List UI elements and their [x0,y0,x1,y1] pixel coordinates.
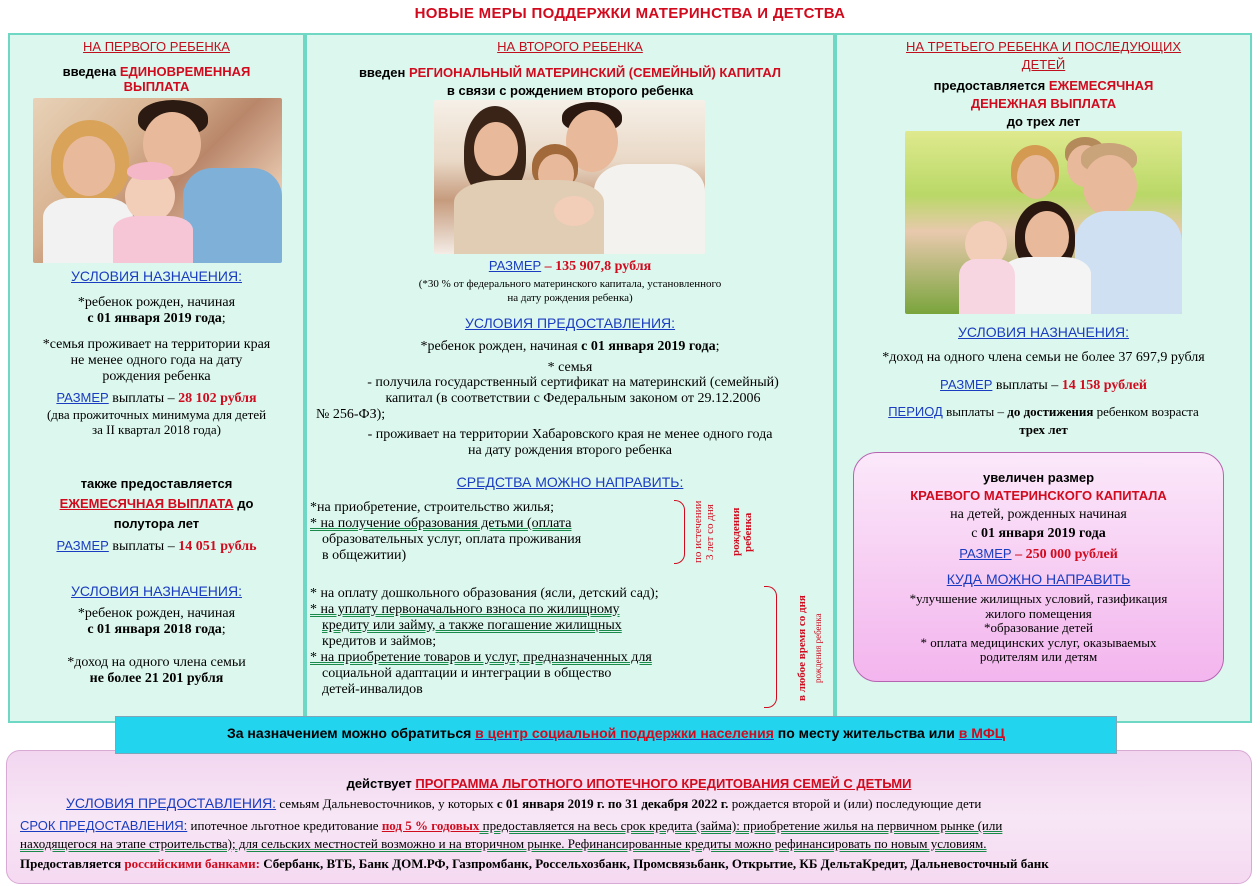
pink-size [853,546,1224,563]
col1-cond1-c: ; [221,311,226,326]
col2-c1-a: *ребенок рожден, начиная [420,339,582,354]
bottom-l3-text-1: ипотечное льготное кредитование [187,818,382,833]
col3-period [835,403,1252,439]
col2-f4-1: * на уплату первоначального взноса по жилищному [310,602,620,617]
col2-note-1: (*30 % от федерального материнского капитала, установленного [418,278,722,290]
col3-header-wrap [835,38,1252,74]
col1-also-3: полутора лет [113,516,200,531]
col2-f2-1: * на получение образования детьми (оплата [310,516,572,531]
col3-period-text-1: выплаты – [942,404,1008,419]
col2-f4-3: кредитов и займов; [322,634,437,649]
col1-size2-label: РАЗМЕР [56,538,109,553]
col3-size-value: 14 158 рублей [1061,378,1147,393]
col1-cond2-title: УСЛОВИЯ НАЗНАЧЕНИЯ: [71,583,242,599]
brace-any-time [764,586,777,708]
col3-period-text-2: ребенком возраста [1093,404,1199,419]
col3-period-label: ПЕРИОД [888,404,943,419]
col1-c2-4: *доход на одного члена семьи [67,655,246,670]
pink-where-title: КУДА МОЖНО НАПРАВИТЬ [946,571,1131,587]
col1-intro-red-2: ВЫПЛАТА [123,79,190,94]
col1-size-note-1: (два прожиточных минимума для детей [46,407,267,422]
col1-intro-red-1: ЕДИНОВРЕМЕННАЯ [119,64,251,79]
bottom-l2-bold: с 01 января 2019 г. по 31 декабря 2022 г. [496,796,729,811]
col1-also-red: ЕЖЕМЕСЯЧНАЯ ВЫПЛАТА [59,496,234,511]
col1-header-wrap [8,38,305,56]
col2-c4-2: на дату рождения второго ребенка [468,443,672,458]
bottom-l3-red: под 5 % годовых [381,818,480,833]
col1-size2-value: 14 051 рубль [178,539,257,554]
bottom-l1-prefix: действует [346,776,416,791]
col2-f4-2: кредиту или займу, а также погашение жилищных [322,618,622,633]
col2-size-dash: – [541,259,556,274]
pink-size-label: РАЗМЕР [959,546,1012,561]
col2-intro-red: РЕГИОНАЛЬНЫЙ МАТЕРИНСКИЙ (СЕМЕЙНЫЙ) КАПИТАЛ [408,65,782,80]
bottom-l5 [20,856,1250,871]
bottom-l3-text-2: предоставляется на весь срок кредита (займа): приобретение жилья на первичном рынке (или [479,818,1003,833]
col1-intro-prefix: введена [62,64,120,79]
col1-also-1: также предоставляется [80,476,233,491]
pink-l1: увеличен размер [982,470,1095,485]
col1-header: НА ПЕРВОГО РЕБЕНКА [83,39,230,54]
bottom-l3 [20,818,1250,833]
col1-c2-2: с 01 января 2018 года [87,622,222,637]
col2-f5-3: детей-инвалидов [322,682,423,697]
pink-l2: КРАЕВОГО МАТЕРИНСКОГО КАПИТАЛА [910,488,1167,503]
col1-cond2-c: рождения ребенка [102,369,211,384]
bottom-l3-label: СРОК ПРЕДОСТАВЛЕНИЯ: [20,818,188,833]
apply-t2: по месту жительства или [773,725,959,741]
brace2-label [796,586,810,710]
family-photo-2 [434,100,705,254]
col3-intro-red-1: ЕЖЕМЕСЯЧНАЯ [1048,78,1154,93]
col3-header-1: НА ТРЕТЬЕГО РЕБЕНКА И ПОСЛЕДУЮЩИХ [905,39,1182,54]
col2-f3: * на оплату дошкольного образования (ясли, детский сад); [310,586,659,601]
bottom-l1 [6,776,1252,791]
pink-l3: на детей, рожденных начиная [950,507,1127,522]
col3-intro-red-2: ДЕНЕЖНАЯ ВЫПЛАТА [970,96,1117,111]
col2-f2-2: образовательных услуг, оплата проживания [322,532,582,547]
col2-cond-title: УСЛОВИЯ ПРЕДОСТАВЛЕНИЯ: [464,315,676,331]
col3-header-2: ДЕТЕЙ [1021,57,1066,72]
pink-where-title-wrap [853,571,1224,589]
col2-intro-2: в связи с рождением второго ребенка [446,83,694,98]
pink-size-value: 250 000 рублей [1025,547,1118,562]
pink-w3-1: * оплата медицинских услуг, оказываемых [920,634,1157,650]
col1-cond1-b: с 01 января 2019 года [87,311,222,326]
brace2-label-2 [812,592,824,704]
col1-size2-text: выплаты – [108,539,179,554]
pink-w1-1: *улучшение жилищных условий, газификация [909,591,1168,606]
bottom-l2-text-2: рождается второй и (или) последующие дети [728,796,982,811]
brace-after-3-years [674,500,685,564]
bottom-l2 [66,796,1246,811]
pink-w2: *образование детей [984,620,1093,635]
brace1-text-1: по истечении 3 лет со дня [692,500,716,564]
col2-size-note [305,277,835,305]
pink-where-list [853,592,1224,665]
col1-c2-3: ; [221,622,226,637]
col1-cond1-a: *ребенок рожден, начиная [77,295,236,310]
bottom-l4: находящегося на этапе строительства); для сельских местностей возможно и на вторичном рынке. Рефинансированные кредиты можно рефинансировать по новым условиям. [20,836,987,851]
bottom-l5-banks: Сбербанк, ВТБ, Банк ДОМ.РФ, Газпромбанк, Россельхозбанк, Промсвязьбанк, Открытие, КБ ДельтаКредит, Дальневосточный банк [259,856,1049,871]
bottom-l2-label: УСЛОВИЯ ПРЕДОСТАВЛЕНИЯ: [66,795,277,811]
apply-text [115,725,1117,741]
col1-size-text: выплаты – [108,391,179,406]
col1-cond2-b: не менее одного года на дату [70,353,243,368]
apply-link-mfc[interactable]: в МФЦ [958,725,1006,741]
col2-f5-2: социальной адаптации и интеграции в общество [322,666,612,681]
col2-c3-1: - получила государственный сертификат на материнский (семейный) [367,375,779,390]
pink-l4-b: 01 января 2019 года [980,526,1106,541]
family-photo-1 [33,98,282,263]
col2-cond1 [305,339,835,355]
col1-cond2-title-wrap [8,583,305,601]
col1-cond-title: УСЛОВИЯ НАЗНАЧЕНИЯ: [71,268,242,284]
col1-size-note-2: за II квартал 2018 года) [91,422,221,437]
col2-f5-1: * на приобретение товаров и услуг, предназначенных для [310,650,652,665]
page-title: НОВЫЕ МЕРЫ ПОДДЕРЖКИ МАТЕРИНСТВА И ДЕТСТВА [414,5,846,22]
col3-intro-3: до трех лет [1006,114,1081,129]
pink-w1-2: жилого помещения [985,605,1092,621]
col1-cond2-a: *семья проживает на территории края [42,337,271,352]
col1-c2-1: *ребенок рожден, начиная [77,606,236,621]
col2-size-label: РАЗМЕР [488,258,542,273]
col2-funds-group1 [310,500,670,564]
col1-c2-5: не более 21 201 рубля [89,671,224,686]
col2-c1-b: с 01 января 2019 года [581,339,716,354]
col2-cond3 [316,375,830,423]
col2-funds-title: СРЕДСТВА МОЖНО НАПРАВИТЬ: [456,474,684,490]
brace1-label [692,497,718,567]
col2-header: НА ВТОРОГО РЕБЕНКА [497,39,643,54]
bottom-l5-red: российскими банками: [124,856,260,871]
col1-c2-income [8,655,305,687]
col2-f1: *на приобретение, строительство жилья; [310,500,554,515]
col3-period-bold-1: до достижения [1007,404,1094,419]
col2-c1-c: ; [715,339,720,354]
col2-size-value: 135 907,8 рубля [555,259,652,274]
col2-size [305,258,835,275]
col1-cond2 [8,337,305,385]
col2-c4-1: - проживает на территории Хабаровского края не менее одного года [367,427,773,442]
col3-intro [835,77,1252,131]
col1-size-label: РАЗМЕР [56,390,109,405]
pink-header [853,469,1224,543]
brace2-text-1: в любое время со дня [796,595,808,701]
pink-w3-2: родителям или детям [979,649,1098,664]
col2-intro-prefix: введен [358,65,409,80]
brace2-text-2: рождения ребенка [813,613,823,683]
bottom-l5-bold: Предоставляется [20,856,125,871]
col1-also-2: до [233,496,254,511]
col3-size [835,377,1252,394]
col2-funds-group2 [310,586,770,698]
col1-size-value: 28 102 рубля [178,391,257,406]
col2-header-wrap [305,38,835,56]
col2-cond4 [310,427,830,459]
col2-c3-2: капитал (в соответствии с Федеральным законом от 29.12.2006 [385,391,761,406]
pink-l4-a: с [971,526,981,541]
col1-size2 [8,538,305,555]
col1-cond-title-wrap [8,268,305,286]
col2-cond2: * семья [547,360,593,375]
col2-intro [305,64,835,100]
col1-cond1 [8,295,305,327]
col2-note-2: на дату рождения ребенка) [507,292,633,304]
col1-intro [8,64,305,94]
apply-link-center[interactable]: в центр социальной поддержки населения [475,725,774,741]
col1-size-note [8,407,305,437]
apply-t1: За назначением можно обратиться [226,725,476,741]
bottom-l1-red: ПРОГРАММА ЛЬГОТНОГО ИПОТЕЧНОГО КРЕДИТОВАНИЯ СЕМЕЙ С ДЕТЬМИ [415,776,912,791]
col3-intro-prefix: предоставляется [933,78,1049,93]
bottom-l2-text-1: семьям Дальневосточников, у которых [276,796,497,811]
col2-funds-title-wrap [305,474,835,492]
brace1-label-2 [730,497,760,567]
col2-cond-title-wrap [305,315,835,333]
col3-cond1: *доход на одного члена семьи не более 37 697,9 рубля [882,350,1205,365]
brace1-text-2: рождения ребенка [730,507,754,557]
pink-size-dash: – [1011,547,1026,562]
col3-size-label: РАЗМЕР [940,377,993,392]
col1-also [8,474,305,534]
col3-cond-title-wrap [835,324,1252,342]
col3-size-text: выплаты – [992,378,1062,393]
col2-c3-3: № 256-ФЗ); [316,407,386,422]
col3-cond-title: УСЛОВИЯ НАЗНАЧЕНИЯ: [958,324,1129,340]
col3-period-bold-2: трех лет [1019,422,1068,437]
col1-size [8,390,305,407]
col1-c2-cond [8,606,305,638]
col2-f2-3: в общежитии) [322,548,407,563]
family-photo-3 [905,131,1182,314]
